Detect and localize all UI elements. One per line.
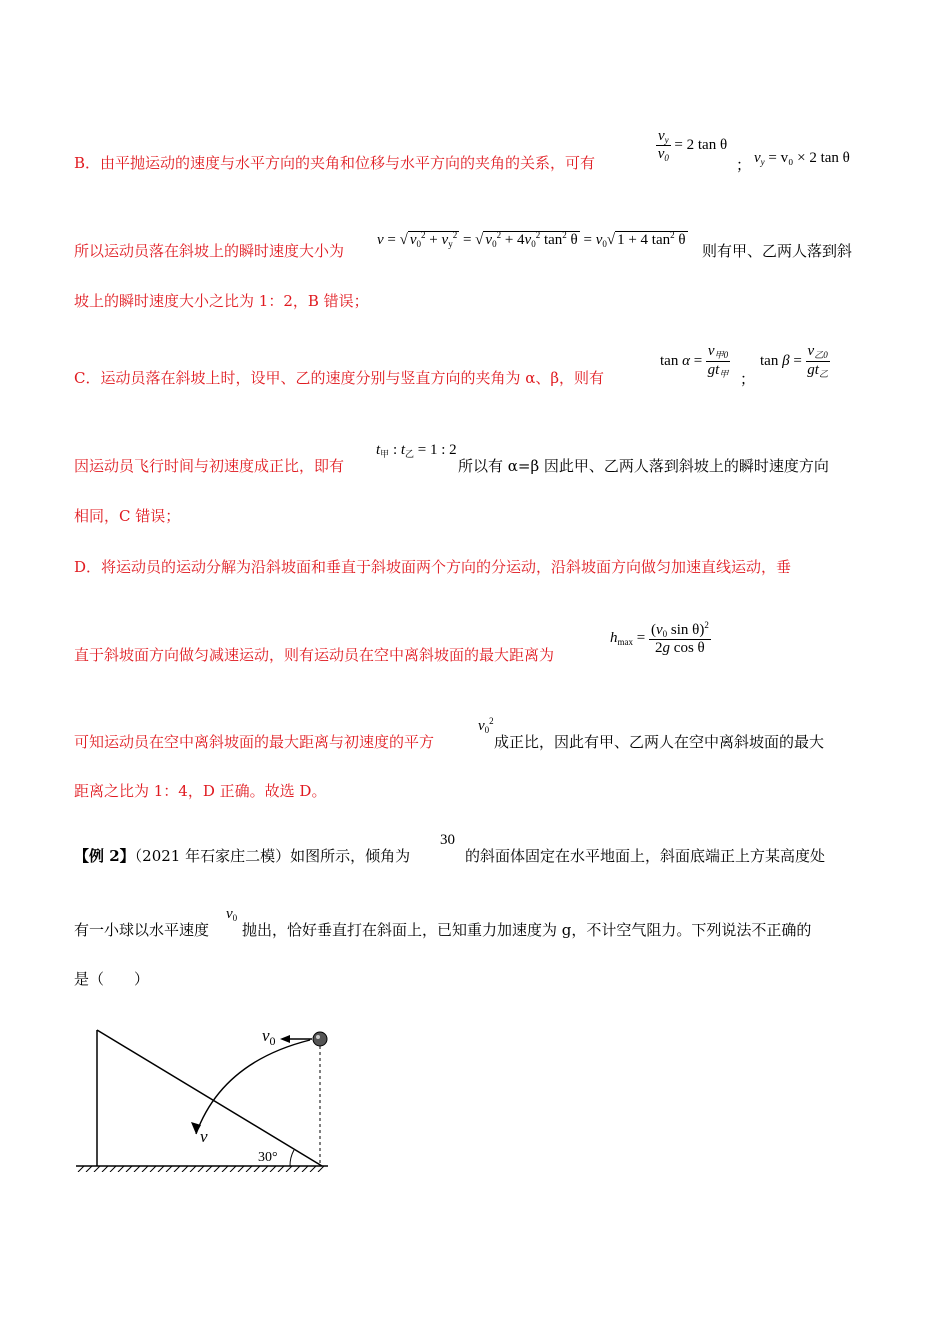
para-c-line1: C．运动员落在斜坡上时，设甲、乙的速度分别与竖直方向的夹角为 α、β，则有 <box>74 369 605 387</box>
para-d-line3-post: 成正比，因此有甲、乙两人在空中离斜坡面的最大 <box>494 733 825 751</box>
example2-line1: 【例 2】（2021 年石家庄二模）如图所示，倾角为 <box>74 847 411 865</box>
para-d-line4: 距离之比为 1：4，D 正确。故选 D。 <box>74 782 327 800</box>
formula-v0-squared: $v_0^2$ <box>478 716 494 735</box>
incline-figure <box>72 1022 332 1172</box>
formula-vy: $v_y = v_0 \times 2$ tan θ <box>754 150 850 167</box>
v0-arrow-head <box>280 1035 290 1043</box>
angle-label: 30° <box>258 1150 278 1165</box>
formula-vy-over-v0: $\frac{v_y}{v_0}$ = 2 tan θ <box>657 128 728 163</box>
example2-line1-b: 的斜面体固定在水平地面上，斜面底端正上方某高度处 <box>465 847 826 865</box>
ball <box>313 1032 327 1046</box>
example2-line2-a: 有一小球以水平速度 <box>74 921 210 939</box>
v0-label: $v_0$ <box>262 1026 276 1048</box>
formula-speed: v = √ $v_0^2 + v_y^2$ = √ $v_0^2 + 4v_0^2$ $\tan^2 \theta = v_0√$ 1 + 4 $\tan^2 \theta$ <box>377 230 686 249</box>
semicolon-c: ； <box>740 372 756 388</box>
semicolon: ； <box>736 158 752 174</box>
para-d-line2: 直于斜坡面方向做匀减速运动，则有运动员在空中离斜坡面的最大距离为 <box>74 646 555 664</box>
para-b-line2-pre: 所以运动员落在斜坡上的瞬时速度大小为 <box>74 242 345 260</box>
para-d-line3-pre: 可知运动员在空中离斜坡面的最大距离与初速度的平方 <box>74 733 435 751</box>
para-c-line2-post: 所以有 α=β 因此甲、乙两人落到斜坡上的瞬时速度方向 <box>458 457 829 475</box>
example2-line3: 是（ ） <box>74 970 150 988</box>
angle-value: 30 <box>440 832 455 848</box>
formula-tan-beta: tan β = $\frac{v_{乙0}}{gt_乙}$ <box>760 343 828 379</box>
ground <box>76 1166 328 1172</box>
formula-hmax: $h_{max}$ = $\frac{(v_0 \sin \theta)^2}{\text{2g cos θ}}$ <box>610 620 709 656</box>
para-b-line3: 坡上的瞬时速度大小之比为 1：2，B 错误； <box>74 292 369 310</box>
formula-tan-alpha: tan α = $\frac{v_{甲0}}{gt_甲}$ <box>660 343 729 379</box>
para-d-line1: D．将运动员的运动分解为沿斜坡面和垂直于斜坡面两个方向的分运动，沿斜坡面方向做匀加速直线运动，垂 <box>74 558 792 576</box>
example-tag: 【例 2】 <box>74 847 135 865</box>
para-c-line3: 相同，C 错误； <box>74 507 181 525</box>
para-c-line2-pre: 因运动员飞行时间与初速度成正比，即有 <box>74 457 345 475</box>
angle-arc <box>290 1150 294 1166</box>
incline-block <box>97 1030 322 1166</box>
example2-line2-b: 抛出，恰好垂直打在斜面上，已知重力加速度为 g，不计空气阻力。下列说法不正确的 <box>242 921 812 939</box>
para-b-line2-post: 则有甲、乙两人落到斜 <box>702 242 853 260</box>
para-b-line1: B．由平抛运动的速度与水平方向的夹角和位移与水平方向的夹角的关系，可有 <box>74 154 596 172</box>
v-label: v <box>200 1127 208 1146</box>
v0-inline: $v_0$ <box>226 906 238 923</box>
trajectory-arc <box>196 1040 310 1134</box>
formula-time-ratio: $t_甲$ : $t_乙 = 1$ : 2 <box>376 442 457 459</box>
